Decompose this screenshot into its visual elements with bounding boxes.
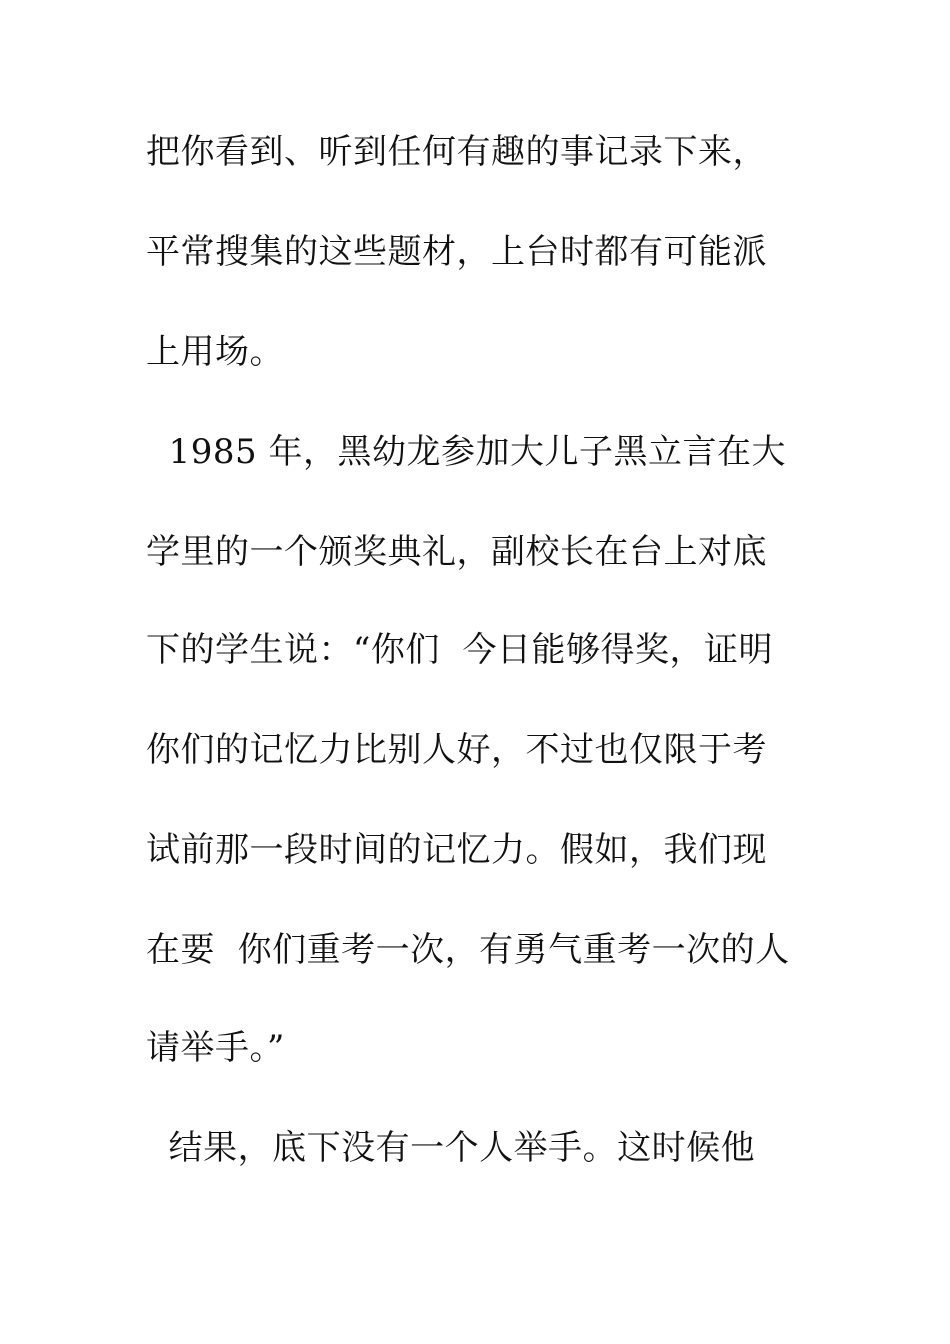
text-line-4: 1985 年，黑幼龙参加大儿子黑立言在大 <box>146 432 786 472</box>
text-line-2: 平常搜集的这些题材，上台时都有可能派 <box>146 232 767 272</box>
text-line-5: 学里的一个颁奖典礼，副校长在台上对底 <box>146 532 767 572</box>
text-line-1: 把你看到、听到任何有趣的事记录下来， <box>146 132 767 172</box>
text-line-6: 下的学生说：“你们 今日能够得奖，证明 <box>146 630 773 670</box>
text-line-3: 上用场。 <box>146 332 284 372</box>
text-line-10: 请举手。” <box>146 1028 285 1068</box>
text-line-8: 试前那一段时间的记忆力。假如，我们现 <box>146 830 767 870</box>
text-line-11: 结果，底下没有一个人举手。这时候他 <box>146 1128 756 1168</box>
text-line-9: 在要 你们重考一次，有勇气重考一次的人 <box>146 930 790 970</box>
text-line-7: 你们的记忆力比别人好，不过也仅限于考 <box>146 730 767 770</box>
